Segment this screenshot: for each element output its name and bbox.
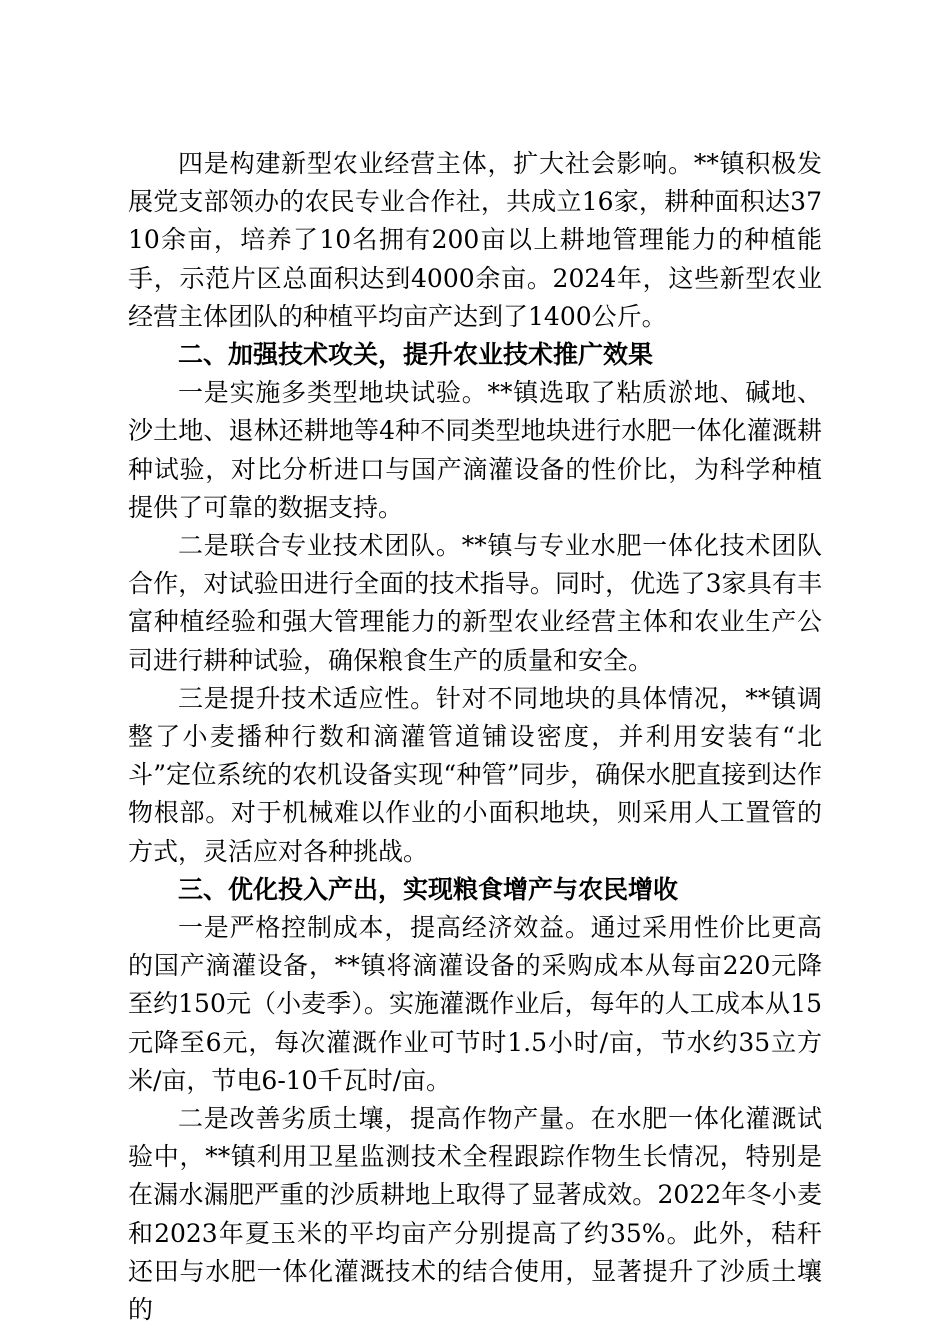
paragraph-lead: 二是改善劣质土壤，提高作物产量。 [178,1104,591,1134]
paragraph-lead: 三是提升技术适应性。 [178,683,436,713]
paragraph-technical-team [128,527,822,680]
paragraph-new-business-entities [128,145,822,336]
paragraph-plot-trials [128,374,822,527]
section-heading-3: 三、优化投入产出，实现粮食增产与农民增收 [178,874,679,904]
paragraph-technical-adaptability [128,680,822,871]
document-body [128,145,822,1329]
paragraph-text: 在水肥一体化灌溉试验中，**镇利用卫星监测技术全程跟踪作物生长情况，特别是在漏水漏肥严重的沙质耕地上取得了显著成效。2022年冬小麦和2023年夏玉米的平均亩产分别提高了约35%。此外，秸秆还田与水肥一体化灌溉技术的结合使用，显著提升了沙质土壤的 [128,1104,822,1325]
paragraph-text: **镇与专业水肥一体化技术团队合作，对试验田进行全面的技术指导。同时，优选了3家具有丰富种植经验和强大管理能力的新型农业经营主体和农业生产公司进行耕种试验，确保粮食生产的质量和安全。 [128,531,822,675]
paragraph-text: 通过采用性价比更高的国产滴灌设备，**镇将滴灌设备的采购成本从每亩220元降至约150元（小麦季）。实施灌溉作业后，每年的人工成本从15元降至6元，每次灌溉作业可节时1.5小时/亩，节水约35立方米/亩，节电6-10千瓦时/亩。 [128,913,822,1095]
paragraph-cost-control [128,909,822,1100]
paragraph-soil-improvement [128,1100,822,1329]
section-heading-2: 二、加强技术攻关，提升农业技术推广效果 [178,340,654,370]
paragraph-text: **镇积极发展党支部领办的农民专业合作社，共成立16家，耕种面积达3710余亩，培养了10名拥有200亩以上耕地管理能力的种植能手，示范片区总面积达到4000余亩。2024年，这些新型农业经营主体团队的种植平均亩产达到了1400公斤。 [128,149,822,331]
paragraph-lead: 二是联合专业技术团队。 [178,531,462,561]
paragraph-text: **镇选取了粘质淤地、碱地、沙土地、退林还耕地等4种不同类型地块进行水肥一体化灌溉耕种试验，对比分析进口与国产滴灌设备的性价比，为科学种植提供了可靠的数据支持。 [128,378,822,522]
paragraph-lead: 四是构建新型农业经营主体，扩大社会影响。 [178,149,694,178]
paragraph-text: 针对不同地块的具体情况，**镇调整了小麦播种行数和滴灌管道铺设密度，并利用安装有“北斗”定位系统的农机设备实现“种管”同步，确保水肥直接到达作物根部。对于机械难以作业的小面积地块，则采用人工置管的方式，灵活应对各种挑战。 [128,683,822,866]
paragraph-lead: 一是严格控制成本，提高经济效益。 [178,913,591,943]
paragraph-lead: 一是实施多类型地块试验。 [178,378,488,408]
